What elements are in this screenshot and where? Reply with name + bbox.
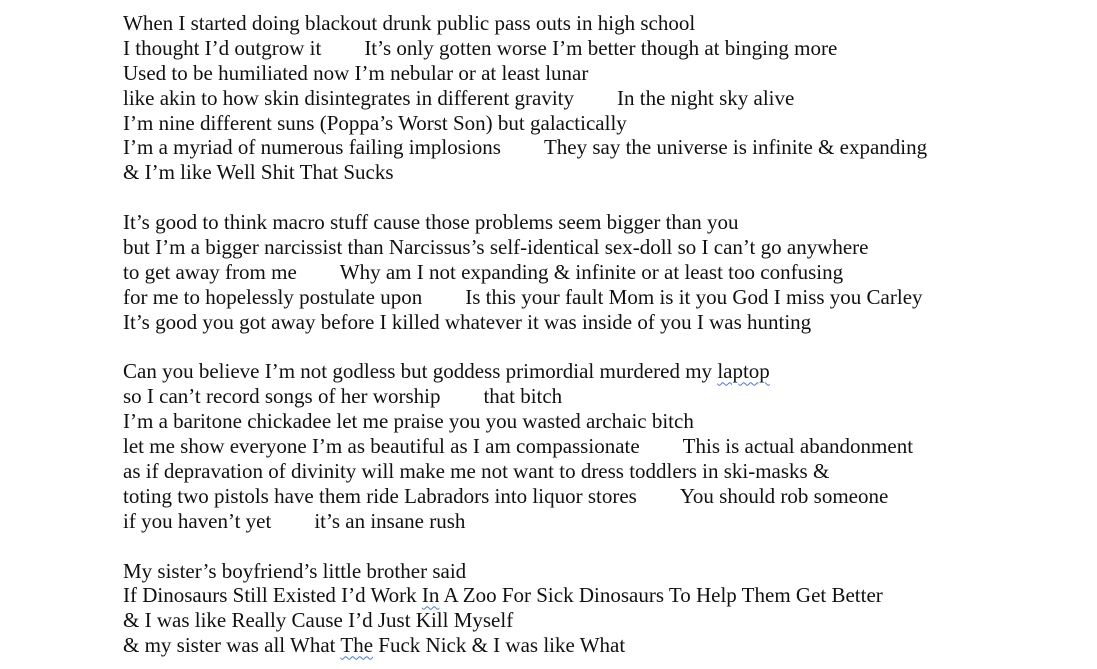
poem-line — [123, 434, 1083, 459]
stanza-break — [123, 335, 1083, 360]
poem-line — [123, 135, 1083, 160]
poem-line — [123, 484, 1083, 509]
line-segment: It’s good to think macro stuff cause those problems seem bigger than you — [123, 210, 739, 235]
line-segment: In the night sky alive — [617, 85, 795, 110]
poem-line — [123, 210, 1083, 235]
stanza-break — [123, 534, 1083, 559]
spellcheck-flagged-word[interactable]: laptop — [717, 359, 770, 384]
poem-document — [123, 11, 1083, 658]
line-segment: Used to be humiliated now I’m nebular or at least lunar — [123, 60, 589, 85]
line-segment: & my sister was all What The Fuck Nick & I was like What — [123, 633, 626, 658]
poem-line — [123, 509, 1083, 534]
line-segment: that bitch — [483, 384, 563, 409]
poem-line — [123, 61, 1083, 86]
poem-line — [123, 285, 1083, 310]
line-segment: Can you believe I’m not godless but goddess primordial murdered my laptop — [123, 359, 770, 384]
line-segment: I thought I’d outgrow it — [123, 35, 322, 60]
line-segment: Why am I not expanding & infinite or at least too confusing — [339, 259, 844, 284]
stanza — [123, 559, 1083, 659]
line-segment: & I was like Really Cause I’d Just Kill Myself — [123, 608, 514, 633]
poem-line — [123, 36, 1083, 61]
line-segment: it’s an insane rush — [314, 508, 466, 533]
line-segment: but I’m a bigger narcissist than Narcissus’s self-identical sex-doll so I can’t go anywhere — [123, 235, 869, 260]
stanza-break — [123, 185, 1083, 210]
poem-line — [123, 260, 1083, 285]
stanza — [123, 359, 1083, 533]
poem-line — [123, 559, 1083, 584]
poem-line — [123, 583, 1083, 608]
stanza — [123, 11, 1083, 185]
poem-line — [123, 86, 1083, 111]
line-segment: toting two pistols have them ride Labradors into liquor stores — [123, 483, 637, 508]
line-segment: I’m a myriad of numerous failing implosions — [123, 135, 501, 160]
line-segment: to get away from me — [123, 259, 297, 284]
line-segment: let me show everyone I’m as beautiful as I am compassionate — [123, 434, 640, 459]
line-segment: When I started doing blackout drunk public pass outs in high school — [123, 11, 696, 35]
poem-line — [123, 633, 1083, 658]
line-segment: If Dinosaurs Still Existed I’d Work In A Zoo For Sick Dinosaurs To Help Them Get Better — [123, 583, 883, 608]
stanza — [123, 210, 1083, 334]
line-segment: like akin to how skin disintegrates in different gravity — [123, 85, 575, 110]
line-segment: so I can’t record songs of her worship — [123, 384, 441, 409]
poem-line — [123, 459, 1083, 484]
poem-line — [123, 310, 1083, 335]
line-segment: You should rob someone — [679, 483, 889, 508]
line-segment: & I’m like Well Shit That Sucks — [123, 160, 394, 185]
poem-line — [123, 384, 1083, 409]
line-segment: as if depravation of divinity will make me not want to dress toddlers in ski-masks & — [123, 459, 830, 484]
line-segment: This is actual abandonment — [682, 434, 914, 459]
line-segment: My sister’s boyfriend’s little brother said — [123, 558, 467, 583]
spellcheck-flagged-word[interactable]: In — [421, 583, 440, 608]
line-segment: I’m nine different suns (Poppa’s Worst Son) but galactically — [123, 110, 627, 135]
line-segment: It’s good you got away before I killed whatever it was inside of you I was hunting — [123, 309, 812, 334]
line-segment: I’m a baritone chickadee let me praise you you wasted archaic bitch — [123, 409, 694, 434]
poem-line — [123, 160, 1083, 185]
line-segment: Is this your fault Mom is it you God I miss you Carley — [465, 284, 923, 309]
line-segment: for me to hopelessly postulate upon — [123, 284, 423, 309]
line-segment: if you haven’t yet — [123, 508, 272, 533]
poem-line — [123, 111, 1083, 136]
poem-line — [123, 608, 1083, 633]
poem-line — [123, 11, 1083, 36]
poem-line — [123, 409, 1083, 434]
poem-line — [123, 235, 1083, 260]
poem-line — [123, 359, 1083, 384]
line-segment: It’s only gotten worse I’m better though at binging more — [364, 35, 838, 60]
spellcheck-flagged-word[interactable]: The — [340, 633, 374, 658]
line-segment: They say the universe is infinite & expanding — [543, 135, 928, 160]
